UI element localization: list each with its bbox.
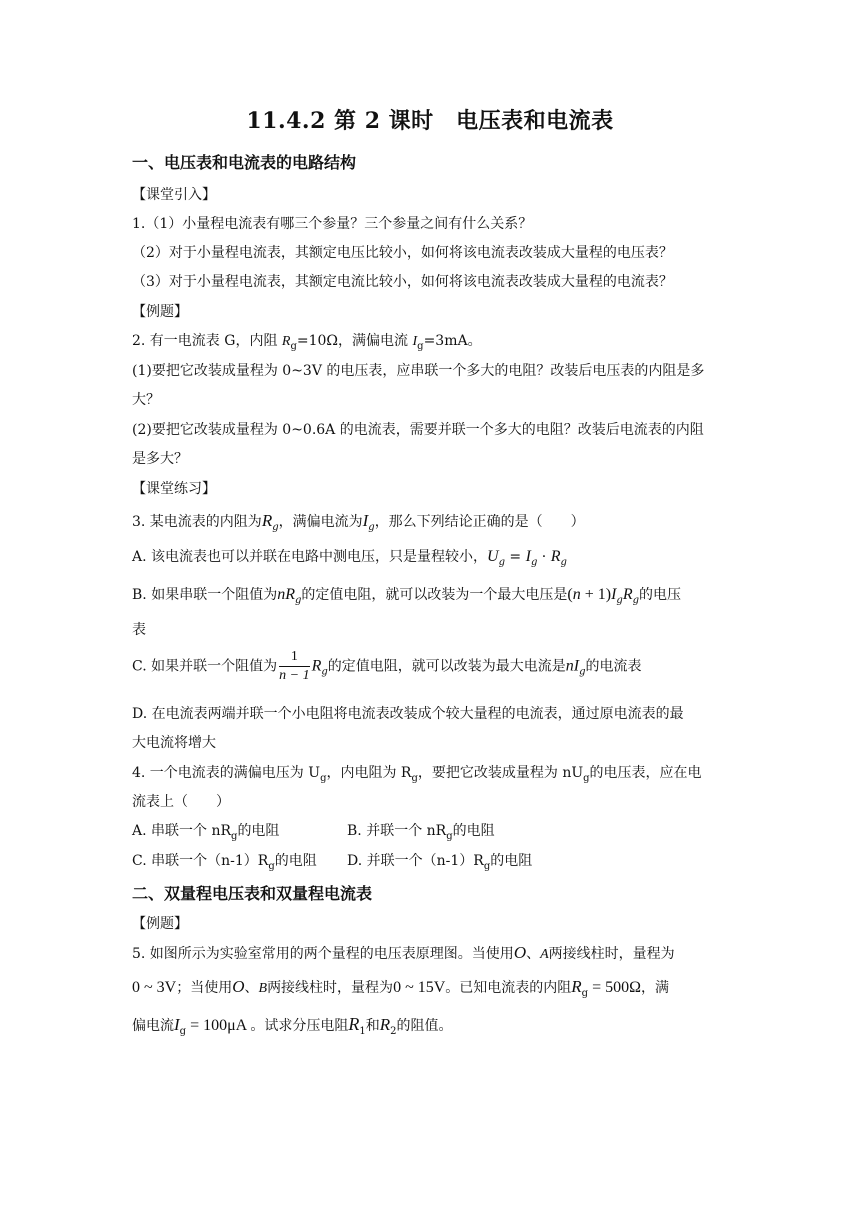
fraction-1-over-n-minus-1: $\frac{1}{n - 1}$ [279,649,310,683]
question-5-line-2: 0 ~ 3V；当使用O、B两接线柱时，量程为0 ~ 15V。已知电流表的内阻$R_g = 500\Omega$，满 [132,977,669,999]
question-3-option-b-line-2: 表 [132,622,146,638]
question-1-line-2: （2）对于小量程电流表，其额定电压比较小，如何将该电流表改装成大量程的电压表？ [132,245,673,261]
question-4-option-b: B. 并联一个 $nR_g$的电阻 [347,823,495,842]
section-heading-1: 一、电压表和电流表的电路结构 [132,153,357,172]
question-3-option-c: C. 如果并联一个阻值为 $\frac{1}{n - 1}$ $R_g$的定值电阻，就可以改装为最大电流是$nI_g$的电流表 [132,649,642,683]
question-3-stem: 3. 某电流表的内阻为$R_g$，满偏电流为$I_g$，那么下列结论正确的是（ ） [132,511,585,533]
question-3-option-d-line-1: D. 在电流表两端并联一个小电阻将电流表改装成个较大量程的电流表，通过原电流表的最 [132,706,684,722]
question-1-line-1: 1.（1）小量程电流表有哪三个参量？三个参量之间有什么关系？ [132,216,533,232]
question-4-line-1: 4. 一个电流表的满偏电压为 $U_g$，内电阻为 $R_g$，要把它改装成量程为 $nU_g$的电压表，应在电 [132,765,702,784]
tag-intro: 【课堂引入】 [132,187,216,203]
question-2-part-2-line-2: 是多大？ [132,451,188,467]
question-4-options-row-2 [132,850,732,872]
tag-practice: 【课堂练习】 [132,481,216,497]
question-2-part-2-line-1: (2)要把它改装成量程为 0~0.6A 的电流表，需要并联一个多大的电阻？改装后电流表的内阻 [132,422,704,438]
question-3-option-d-line-2: 大电流将增大 [132,735,216,751]
question-5-line-1: 5. 如图所示为实验室常用的两个量程的电压表原理图。当使用O、A两接线柱时，量程为 [132,943,675,962]
question-3-option-b-line-1: B. 如果串联一个阻值为$nR_g$的定值电阻，就可以改装为一个最大电压是$(n + 1)I_gR_g$的电压 [132,586,681,606]
question-2-part-1-line-2: 大？ [132,392,160,408]
tag-example-1: 【例题】 [132,304,188,320]
question-4-options-row-1 [132,820,732,842]
question-4-option-c: C. 串联一个$(n-1)R_g$的电阻 [132,853,317,872]
question-4-option-a: A. 串联一个 $nR_g$的电阻 [132,823,280,842]
question-5-line-3: 偏电流$I_g = 100\mu A$ 。试求分压电阻$R_1$和$R_2$的阻值。 [132,1014,453,1037]
question-2-line: 2. 有一电流表 G，内阻 $R_g=10\Omega$，满偏电流 $I_g=3mA$。 [132,333,482,352]
question-3-option-a: A. 该电流表也可以并联在电路中测电压，只是量程较小，$U_g = I_g \cdot R_g$ [132,548,567,568]
question-4-option-d: D. 并联一个$(n-1)R_g$的电阻 [347,853,533,872]
question-1-line-3: （3）对于小量程电流表，其额定电流比较小，如何将该电流表改装成大量程的电流表？ [132,274,673,290]
question-4-line-2: 流表上（ ） [132,794,230,810]
page-title: 11.4.2 第 2 课时 电压表和电流表 [246,108,614,134]
tag-example-2: 【例题】 [132,916,188,932]
section-heading-2: 二、双量程电压表和双量程电流表 [132,884,373,903]
question-2-part-1-line-1: (1)要把它改装成量程为 0~3V 的电压表，应串联一个多大的电阻？改装后电压表的内阻是多 [132,363,705,379]
